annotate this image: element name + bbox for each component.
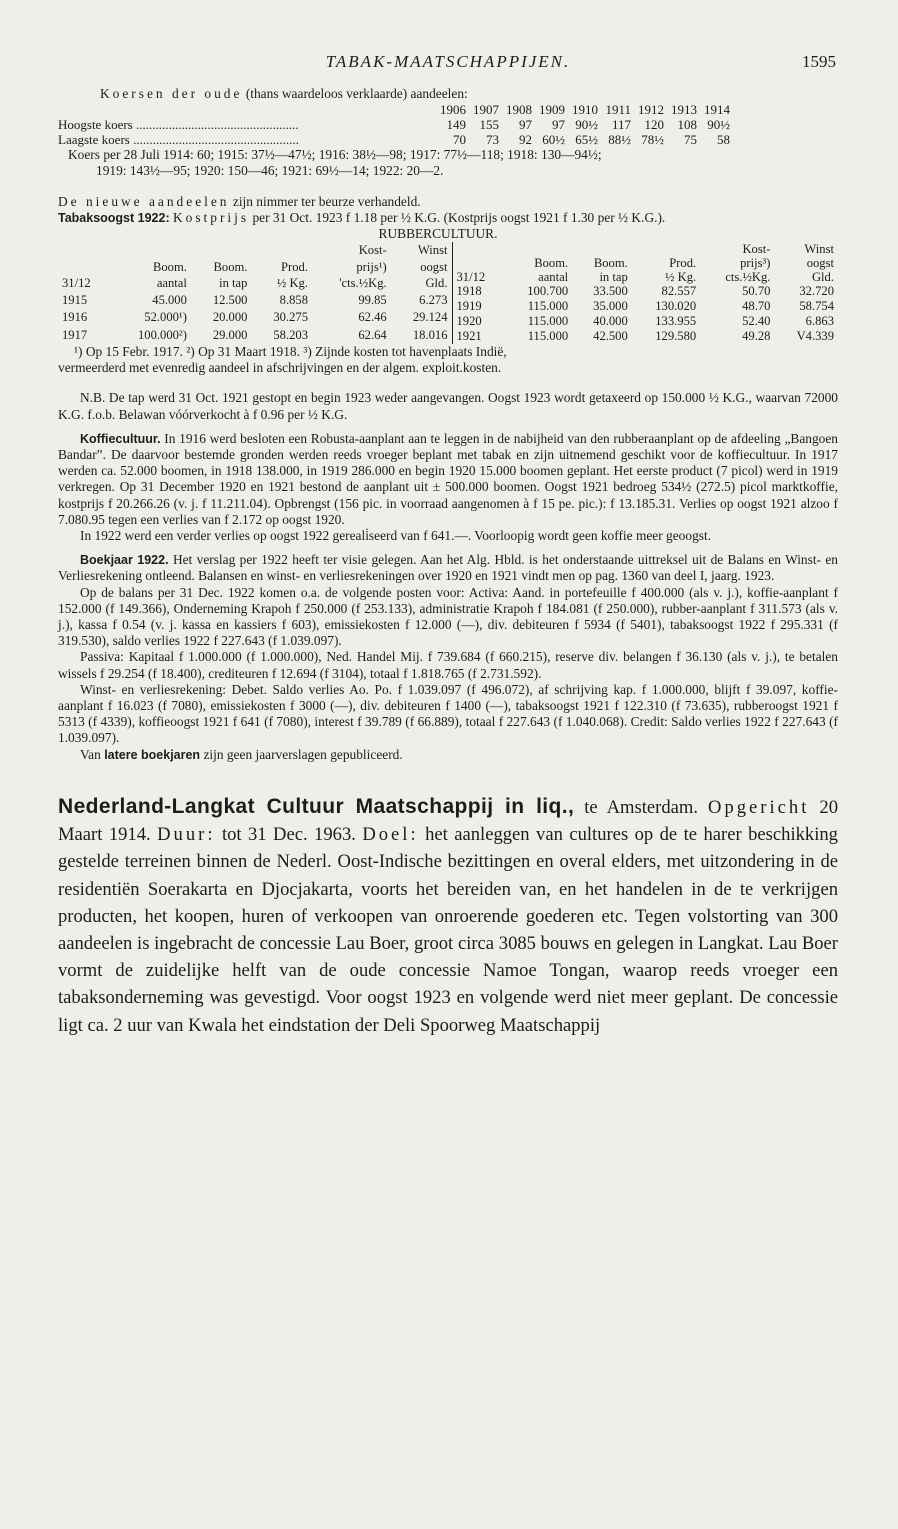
- koersen-row-laagste: [58, 132, 730, 147]
- year-cell: 1909: [539, 102, 565, 118]
- header-cell: prijs¹): [356, 259, 387, 274]
- table-row: [453, 329, 839, 344]
- table-cell: 115.000: [527, 299, 569, 314]
- value-cell: 108: [677, 117, 697, 133]
- header-cell: Boom.: [213, 259, 248, 274]
- year-cell: 1912: [638, 102, 664, 118]
- table-cell: 58.754: [799, 299, 834, 314]
- header-cell: [504, 242, 572, 256]
- header-cell: [191, 242, 252, 258]
- header-cell: Gld.: [425, 276, 448, 291]
- table-row: [453, 314, 839, 329]
- value-cell: 155: [479, 117, 499, 133]
- year-cell: 1913: [671, 102, 697, 118]
- rubber-tables: [58, 242, 838, 344]
- header-cell: [572, 242, 632, 256]
- year-cell: 1914: [704, 102, 730, 118]
- header-cell: [453, 242, 504, 256]
- header-cell: prijs³): [740, 256, 771, 271]
- header-cell: [58, 242, 110, 258]
- nieuwe-text: zijn nimmer ter beurze verhandeld.: [232, 193, 421, 209]
- rubber-table-right: [453, 242, 839, 344]
- header-cell: 'cts.½Kg.: [339, 276, 387, 291]
- table-row: [453, 284, 839, 299]
- table-cell: 40.000: [593, 314, 628, 329]
- table-cell: 42.500: [593, 329, 628, 344]
- table-cell: 50.70: [742, 284, 771, 299]
- table-cell: 129.580: [655, 329, 697, 344]
- header-cell: Kost-: [358, 243, 387, 258]
- header-cell: Prod.: [669, 256, 697, 271]
- rubber-footnote-1: ¹) Op 15 Febr. 1917. ²) Op 31 Maart 1918. ³) Zijnde kosten tot havenplaats Indië,: [74, 344, 507, 360]
- header-cell: Gld.: [811, 270, 834, 285]
- header-cell: 31/12: [456, 270, 486, 285]
- koffie-text: In 1916 werd besloten een Robusta-aanplant aan te leggen in de nabijheid van den rubberaanplant op de afdeeling „Bangoen Bandar”. De daarvoor bestemde gronden werden reeds vroeger beplant met tabak en zijn uitnemend geschikt voor de koffiecultuur. In 1917 werden ca. 52.000 boomen, in 1918 138.000, in 1919 286.000 en begin 1920 15.000 boomen geplant. Het eerste product (7 picol) werd in 1919 verkregen. Op 31 December 1920 en 1921 bestond de aanplant uit ± 500.000 boomen. Oogst 1921 bedroeg 534½ (272.5) picol marktkoffie, kostprijs f 20.266.26 (v. j. f 11.211.04). Opbrengst (156 pic. in voorraad aangenomen à f 15 pe. pic.): f 13.185.31. Verlies op oogst 1921 alzoo f 7.080.95 tegen een verlies van f 2.172 op oogst 1920.: [58, 430, 838, 527]
- header-cell: [453, 256, 504, 270]
- value-cell: 90½: [707, 117, 730, 133]
- table-row: [58, 309, 452, 327]
- table-cell: 12.500: [212, 292, 248, 307]
- table-cell: 49.28: [742, 329, 771, 344]
- table-cell: 130.020: [655, 299, 697, 314]
- table-cell: 30.275: [273, 310, 308, 325]
- boekjaar-label: Boekjaar 1922.: [80, 553, 169, 568]
- table-cell: 35.000: [593, 299, 628, 314]
- header-cell: oogst: [420, 259, 448, 274]
- table-cell: V4.339: [796, 329, 834, 344]
- row-label: Hoogste koers ..................................................: [58, 117, 299, 133]
- header-cell: aantal: [156, 276, 187, 291]
- rubber-title: RUBBERCULTUUR.: [378, 226, 498, 242]
- header-cell: in tap: [219, 276, 248, 291]
- table-cell: 100.700: [527, 284, 569, 299]
- koersen-heading-label: Koersen der oude: [100, 86, 243, 101]
- koffie-label: Koffiecultuur.: [80, 431, 161, 446]
- company-name-rest: te: [584, 796, 598, 818]
- company-name: Nederland-Langkat Cultuur Maatschappij in liq.,: [58, 794, 575, 818]
- header-cell: Kost-: [742, 242, 771, 257]
- value-cell: 97: [552, 117, 565, 133]
- header-cell: cts.½Kg.: [725, 270, 771, 285]
- opgericht-label: Opgericht: [708, 796, 810, 818]
- winst-verlies: Winst- en verliesrekening: Debet. Saldo verlies Ao. Po. f 1.039.097 (f 496.072), af schrijving kap. f 1.000.000, blijft f 39.097, koffie-aanplant f 16.023 (f 7080), emissiekosten f 3000 (—), div. debiteuren f 1400 (—), tabaksoogst 1921 f 122.310 (f 73.635), rubberoogst 1921 f 5313 (f 4339), koffieoogst 1921 f 641 (f 7080), interest f 39.789 (f 66.889), totaal f 227.643 (f 1.040.068). Credit: Saldo verlies 1922 f 227.643 (f 1.039.097).: [58, 681, 838, 746]
- table-cell: 133.955: [655, 314, 697, 329]
- table-cell: 99.85: [358, 292, 387, 307]
- table-cell: 8.858: [279, 292, 308, 307]
- header-cell: Boom.: [152, 259, 187, 274]
- value-cell: 78½: [641, 132, 664, 148]
- balans-passiva: Passiva: Kapitaal f 1.000.000 (f 1.000.000), Ned. Handel Mij. f 739.684 (f 660.215), reserve div. belangen f 36.130 (als v. j.), te betalen wissels f 29.254 (f 18.400), crediteuren f 12.694 (f 3104), totaal f 1.818.765 (f 2.731.592).: [58, 649, 838, 681]
- header-cell: aantal: [538, 270, 569, 285]
- nieuwe-aandeelen: [58, 194, 838, 210]
- koers-per-line-2: 1919: 143½—95; 1920: 150—46; 1921: 69½—14; 1922: 20—2.: [96, 163, 444, 179]
- rubber-table-left: [58, 242, 453, 344]
- duur-value: tot 31 Dec. 1963.: [221, 824, 356, 846]
- table-cell: 100.000²): [138, 327, 187, 342]
- header-cell: ½ Kg.: [276, 276, 308, 291]
- table-cell: 32.720: [799, 284, 834, 299]
- table-cell: 82.557: [661, 284, 697, 299]
- header-cell: Boom.: [593, 256, 628, 271]
- header-row: [58, 258, 452, 274]
- kostprijs-label: Kostprijs: [172, 209, 250, 225]
- year-cell: 1911: [605, 102, 631, 118]
- koersen-table: [58, 102, 730, 147]
- koersen-heading-rest: (thans waardeloos verklaarde) aandeelen:: [245, 86, 468, 101]
- header-row: [58, 242, 452, 258]
- table-cell: 1919: [456, 299, 482, 314]
- value-cell: 60½: [542, 132, 565, 148]
- value-cell: 75: [684, 132, 697, 148]
- table-cell: 62.64: [358, 327, 387, 342]
- latere-text: zijn geen jaarverslagen gepubliceerd.: [203, 746, 403, 762]
- value-cell: 65½: [575, 132, 598, 148]
- year-cell: 1907: [473, 102, 499, 118]
- header-cell: [632, 242, 700, 256]
- value-cell: 92: [519, 132, 532, 148]
- boekjaar-paragraph: [58, 552, 838, 584]
- year-cell: 1908: [506, 102, 532, 118]
- tabaksoogst-label: Tabaksoogst 1922:: [58, 210, 170, 225]
- tabaksoogst-paragraph: [58, 210, 838, 226]
- table-cell: 1916: [62, 310, 88, 325]
- header-cell: [251, 242, 312, 258]
- table-cell: 6.863: [805, 314, 834, 329]
- table-cell: 115.000: [527, 314, 569, 329]
- value-cell: 90½: [575, 117, 598, 133]
- table-cell: 1920: [456, 314, 482, 329]
- table-cell: 29.124: [412, 310, 448, 325]
- header-row: [453, 256, 839, 270]
- header-cell: Winst: [804, 242, 834, 257]
- table-cell: 1921: [456, 329, 482, 344]
- value-cell: 149: [446, 117, 466, 133]
- boekjaar-text: Het verslag per 1922 heeft ter visie gelegen. Aan het Alg. Hbld. is het onderstaande uittreksel uit de Balans en Winst- en Verliesrekening ontleend. Balansen en winst- en verliesrekeningen over 1920 en 1921 vindt men op pag. 1360 van deel I, jaarg. 1923.: [58, 552, 838, 584]
- header-cell: Winst: [417, 243, 448, 258]
- table-cell: 115.000: [527, 329, 569, 344]
- koffie-paragraph: [58, 431, 838, 528]
- table-cell: 20.000: [212, 310, 248, 325]
- koffie-paragraph-2: In 1922 werd een verder verlies op oogst 1922 gereali̇seerd van f 641.—. Voorloopig wordt geen koffie meer geoogst.: [80, 528, 712, 544]
- koersen-years-row: [58, 102, 730, 117]
- table-cell: 62.46: [358, 310, 387, 325]
- header-cell: oogst: [806, 256, 834, 271]
- koersen-row-hoogste: [58, 117, 730, 132]
- page-header: [58, 52, 838, 86]
- header-cell: [110, 242, 191, 258]
- nb-paragraph: N.B. De tap werd 31 Oct. 1921 gestopt en begin 1923 weder aangevangen. Oogst 1923 wordt getaxeerd op 150.000 ½ K.G., waarvan 72000 K.G. f.o.b. Belawan vóórverkocht à f 0.96 per ½ K.G.: [58, 390, 838, 422]
- doel-label: Doel:: [362, 824, 419, 846]
- balans-activa: Op de balans per 31 Dec. 1922 komen o.a. de volgende posten voor: Activa: Aand. in portefeuille f 400.000 (als v. j.), koffie-aanplant f 152.000 (f 149.366), Onderneming Krapoh f 250.000 (f 253.133), administratie Krapoh f 184.081 (f 250.000), rubber-aanplant f 311.573 (als v. j.), kassa f 0.54 (v. j. kassa en kassiers f 603), emissiekosten f 12.000 (—), div. debiteuren f 5934 (f 5401), tabaksoogst 1922 f 295.331 (f 319.530), saldo verlies 1922 f 227.643 (f 1.039.097).: [58, 584, 838, 649]
- table-cell: 1918: [456, 284, 482, 299]
- rubber-footnote-2: vermeerderd met evenredig aandeel in afschrijvingen en der algem. exploit.kosten.: [58, 360, 502, 376]
- year-cell: 1910: [572, 102, 598, 118]
- latere-boekjaren: [58, 747, 838, 763]
- value-cell: 73: [486, 132, 499, 148]
- value-cell: 117: [611, 117, 631, 133]
- row-label: Laagste koers ...................................................: [58, 132, 299, 148]
- opgericht-value: 20 Maart 1914.: [58, 796, 838, 846]
- year-cell: 1906: [440, 102, 466, 118]
- company-location: Amsterdam.: [606, 796, 699, 818]
- tabaksoogst-text: per 31 Oct. 1923 f 1.18 per ½ K.G. (Kostprijs oogst 1921 f 1.30 per ½ K.G.).: [252, 209, 666, 225]
- table-cell: 52.40: [742, 314, 771, 329]
- nieuwe-label: De nieuwe aandeelen: [58, 193, 230, 209]
- table-cell: 6.273: [419, 292, 448, 307]
- koersen-heading: [100, 86, 838, 102]
- value-cell: 70: [453, 132, 466, 148]
- duur-label: Duur:: [157, 824, 216, 846]
- page-number: 1595: [802, 52, 836, 71]
- header-cell: ½ Kg.: [665, 270, 697, 285]
- company-heading: [58, 793, 838, 1039]
- table-row: [58, 291, 452, 309]
- header-cell: in tap: [599, 270, 628, 285]
- header-cell: [58, 258, 110, 274]
- table-cell: 1917: [62, 327, 88, 342]
- value-cell: 58: [717, 132, 730, 148]
- running-title: TABAK-MAATSCHAPPIJEN.: [325, 52, 571, 71]
- table-cell: 45.000: [152, 292, 187, 307]
- value-cell: 97: [519, 117, 532, 133]
- table-cell: 18.016: [412, 327, 448, 342]
- table-row: [453, 299, 839, 314]
- value-cell: 120: [644, 117, 664, 133]
- header-cell: Boom.: [534, 256, 569, 271]
- header-row: [453, 242, 839, 256]
- table-cell: 33.500: [593, 284, 628, 299]
- latere-pre: Van: [80, 746, 101, 762]
- latere-label: latere boekjaren: [104, 747, 201, 762]
- table-row: [58, 326, 452, 344]
- table-cell: 29.000: [212, 327, 248, 342]
- header-row: [58, 275, 452, 291]
- header-cell: 31/12: [62, 276, 91, 291]
- table-cell: 58.203: [273, 327, 308, 342]
- table-cell: 48.70: [742, 299, 771, 314]
- doel-text: het aanleggen van cultures op de te harer beschikking gestelde terreinen binnen de Nederl. Oost-Indische bezittingen en overal elders, met uitzondering in de residentiën Soerakarta en Djocjakarta, voorts het bereiden van, en het handelen in de te verkrijgen producten, het koopen, huren of verkoopen van onroerende goederen etc. Tegen volstorting van 300 aandeelen is ingebracht de concessie Lau Boer, groot circa 3085 bouws en gelegen in Langkat. Lau Boer vormt de zuidelijke helft van de oude concessie Namoe Tongan, waarop reeds vroeger een tabaksonderneming was gevestigd. Voor oogst 1923 en volgende werd niet meer geplant. De concessie ligt ca. 2 uur van Kwala het eindstation der Deli Spoorweg Maatschappij: [58, 824, 838, 1036]
- header-row: [453, 270, 839, 284]
- header-cell: Prod.: [281, 259, 308, 274]
- table-cell: 1915: [62, 292, 88, 307]
- value-cell: 88½: [608, 132, 631, 148]
- koers-per-line-1: Koers per 28 Juli 1914: 60; 1915: 37½—47½; 1916: 38½—98; 1917: 77½—118; 1918: 130—94½;: [68, 147, 602, 163]
- table-cell: 52.000¹): [144, 310, 187, 325]
